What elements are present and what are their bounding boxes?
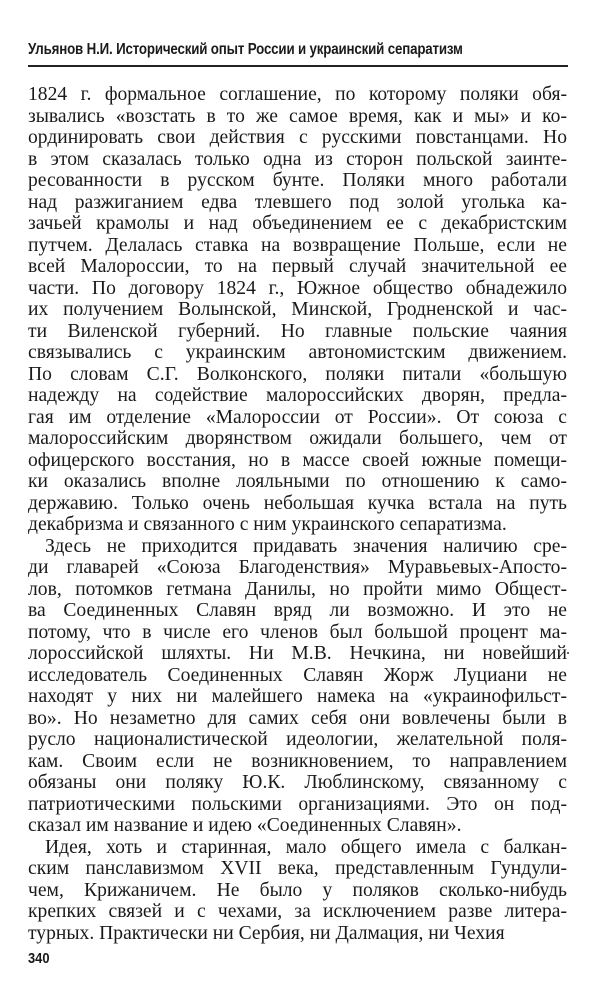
text-line: ресованности в русском бунте. Поляки много работали	[28, 170, 567, 191]
text-line: офицерского восстания, но в массе своей южные помещи-	[28, 449, 567, 471]
text-line: Здесь не приходится придавать значения наличию сре-	[45, 535, 567, 557]
text-line: ординировать свои действия с русскими повстанцами. Но	[28, 127, 567, 148]
text-line: находят у них ни малейшего намека на «украинофильст-	[28, 686, 567, 707]
text-line: в этом сказалась только одна из сторон польской заинте-	[28, 148, 567, 170]
paragraph	[28, 536, 567, 837]
header-rule	[28, 65, 568, 67]
text-line: чем, Крижаничем. Не было у поляков сколько-нибудь	[28, 879, 567, 901]
text-line: их получением Волынской, Минской, Гродненской и час-	[28, 299, 567, 320]
text-line: во». Но незаметно для самих себя они вовлечены были в	[28, 707, 567, 729]
page-number: 340	[28, 950, 50, 967]
text-line: всей Малороссии, то на первый случай значительной ее	[28, 256, 567, 277]
text-line: сказал им название и идею «Соединенных Славян».	[28, 815, 462, 836]
text-line: путчем. Делалась ставка на возвращение Польше, если не	[28, 234, 567, 256]
text-line: малороссийским дворянством ожидали большего, чем от	[28, 428, 567, 449]
text-line: ва Соединенных Славян вряд ли возможно. И это не	[28, 600, 567, 621]
text-line: декабризма и связанного с ним украинского сепаратизма.	[28, 514, 507, 535]
text-line: ским панславизмом XVII века, представленным Гундули-	[28, 858, 567, 879]
text-line: гая им отделение «Малороссии от России». От союза с	[28, 406, 567, 428]
text-line: лороссийской шляхты. Ни М.В. Нечкина, ни новейший	[28, 643, 567, 664]
text-line: надежду на содействие малороссийских дворян, предла-	[28, 385, 567, 406]
text-line: исследователь Соединенных Славян Жорж Луциани не	[28, 664, 567, 686]
text-line: потому, что в числе его членов был большой процент ма-	[28, 621, 567, 643]
text-line: патриотическими польскими организациями. Это он под-	[28, 793, 567, 815]
text-line: зачьей крамолы и над объединением ее с декабристским	[28, 213, 567, 234]
text-line: зывались «возстать в то же самое время, как и мы» и ко-	[28, 105, 567, 127]
text-line: По словам С.Г. Волконского, поляки питали «большую	[28, 363, 567, 385]
body-text	[28, 84, 567, 944]
text-line: над разжиганием едва тлевшего под золой уголька ка-	[28, 191, 567, 213]
text-line: русло националистической идеологии, желательной поля-	[28, 729, 567, 750]
text-line: ти Виленской губерний. Но главные польские чаяния	[28, 320, 567, 342]
text-line: 1824 г. формальное соглашение, по которому поляки обя-	[28, 84, 567, 105]
text-line: крепких связей и с чехами, за исключением разве литера-	[28, 901, 567, 922]
text-line: ки оказались вполне лояльными по отношению к само-	[28, 471, 567, 492]
text-line: ди главарей «Союза Благоденствия» Муравьевых-Апосто-	[28, 557, 567, 578]
text-line: обязаны они поляку Ю.К. Люблинскому, связанному с	[28, 772, 567, 793]
text-line: связывались с украинским автономистским движением.	[28, 342, 567, 363]
paragraph	[28, 84, 567, 536]
text-line: турных. Практически ни Сербия, ни Далмация, ни Чехия	[28, 922, 505, 944]
text-line: лов, потомков гетмана Данилы, но пройти мимо Общест-	[28, 578, 567, 600]
text-line: части. По договору 1824 г., Южное общество обнадежило	[28, 277, 567, 299]
stray-mark	[567, 652, 569, 654]
text-line: Идея, хоть и старинная, мало общего имела с балкан-	[45, 836, 567, 858]
running-header: Ульянов Н.И. Исторический опыт России и украинский сепаратизм	[28, 41, 463, 58]
paragraph	[28, 837, 567, 945]
text-line: кам. Своим если не возникновением, то направлением	[28, 750, 567, 772]
text-line: державию. Только очень небольшая кучка встала на путь	[28, 492, 567, 514]
